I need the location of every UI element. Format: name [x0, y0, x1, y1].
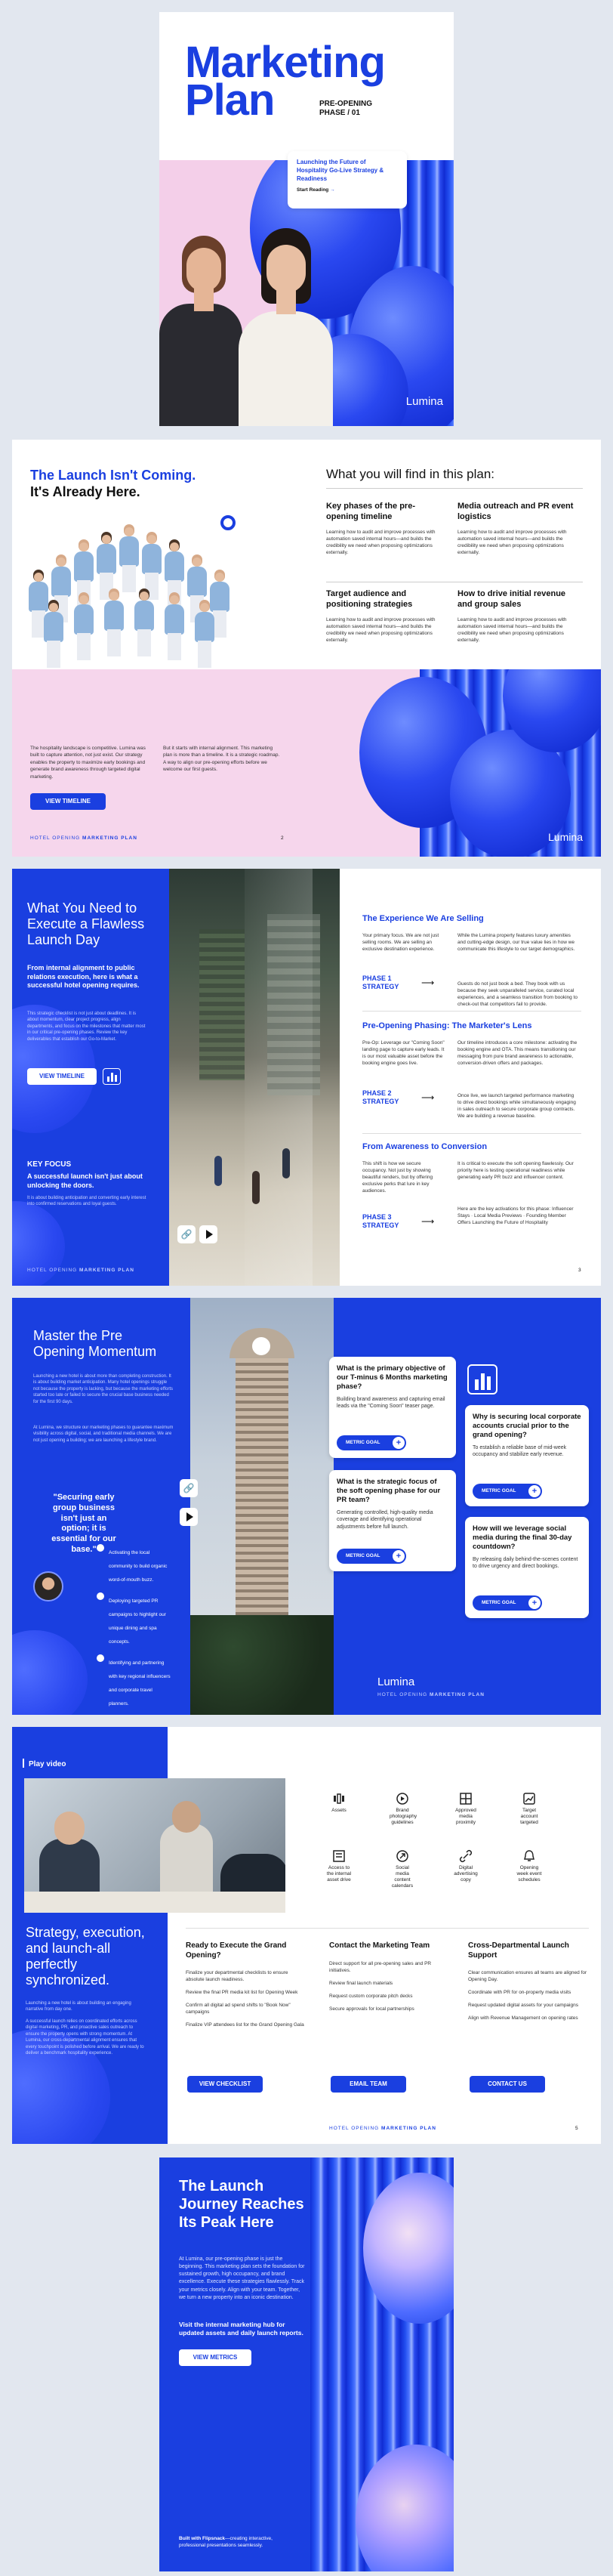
bullet-list: Activating the local community to build organic word-of-mouth buzz. Deploying targeted PR campaigns to highlight our unique dining and spa concepts. Identifying and partnering with key regional influencers and corporate travel planners. — [97, 1544, 172, 1709]
cover-card[interactable]: Launching the Future of Hospitality Go-Live Strategy & Readiness Start Reading → — [288, 151, 407, 208]
team-member — [163, 592, 186, 660]
contact-us-button[interactable]: CONTACT US — [470, 2076, 545, 2093]
digital-strategy-icon: Digital advertising copy — [453, 1849, 479, 1883]
page-number: 5 — [575, 2126, 578, 2131]
plus-icon: + — [528, 1485, 541, 1497]
plus-icon: + — [393, 1550, 405, 1562]
check-icon — [97, 1544, 104, 1552]
closing-page: The Launch Journey Reaches Its Peak Here At Lumina, our pre-opening phase is just the beginning. This marketing plan sets the foundation for sustained growth, high occupancy, and brand excellence. Execute these strategies flawlessly. Track your metrics closely. Align with your team. Together, we turn a new property into an iconic destination. Visit the internal marketing hub for updated assets and daily launch reports. VIEW METRICS Built with Flipsnack—creating interactive, professional presentations seamlessly. — [159, 2157, 454, 2571]
view-timeline-button[interactable]: VIEW TIMELINE — [30, 793, 106, 810]
woman-photo-left — [159, 228, 242, 426]
atrium-photo — [169, 869, 340, 1286]
assets-icon: Assets — [326, 1792, 352, 1814]
execution-left-panel: Strategy, execution, and launch-all perfectly synchronized. Launching a new hotel is about building an engaging narrative from day one. A successful launch relies on coordinated efforts across digital marketing, PR, and proactive sales outreach to ensure the property opens with strong momentum. At Lumina, our cross-departmental alignment ensures that every touchpoint is polished before arrival. We are ready to deliver a benchmark hospitality experience. — [12, 1727, 168, 2144]
metric-goal-button[interactable]: METRIC GOAL + — [473, 1484, 542, 1499]
avatar — [33, 1571, 63, 1602]
cover-logo: Lumina — [405, 395, 443, 408]
chart-icon[interactable] — [103, 1068, 121, 1085]
arrow-right-icon: ⟶ — [421, 978, 435, 988]
brand-photography-icon: Brand photography guidelines — [390, 1792, 415, 1826]
social-calendar-icon: Social media content calendars — [390, 1849, 415, 1890]
play-video-button[interactable]: Play video — [23, 1759, 66, 1768]
plus-icon: + — [528, 1597, 541, 1609]
chart-icon — [467, 1364, 497, 1395]
column-execute: Ready to Execute the Grand Opening? Finalize your departmental checklists to ensure absolute launch readiness. Review the final PR media kit list for Opening Week Confirm all digital ad spend shifts to "Book Now" campaigns Finalize VIP attendees list for the Grand Opening Gala — [186, 1941, 304, 2028]
team-member — [72, 592, 95, 660]
arrow-right-icon: ⟶ — [421, 1092, 435, 1103]
section-experience: The Experience We Are Selling Your primary focus. We are not just selling rooms. We are selling an exclusive destination experience. While the Lumina property features luxury amenities and cutting-edge design, our true value lies in how we communicate this lifestyle to our target demographics. PHASE 1 STRATEGY ⟶ Guests do not just book a bed. They book with us because they seek unparalleled service, curated local experiences, and a seamless transition from booking to check-out that competitors fail to provide. — [362, 914, 578, 1008]
section-phasing: Pre-Opening Phasing: The Marketer's Lens Pre-Op: Leverage our "Coming Soon" landing page to capture early leads. It is our most valuable asset before the booking engine goes live. Our timeline introduces a core milestone: activating the booking engine and OTA. This means transitioning our messaging from pure brand awareness to actionable, conversion-driven offers and packages. PHASE 2 STRATEGY ⟶ Once live, we launch targeted performance marketing to drive direct bookings while simultaneously engaging in sales outreach to secure corporate group contracts. We are building a revenue baseline. — [362, 1021, 578, 1120]
team-photo — [27, 517, 231, 668]
team-member — [118, 524, 140, 592]
play-icon[interactable] — [180, 1508, 198, 1526]
contents-item-3: Target audience and positioning strategies Learning how to audit and improve processes with automation saved internal hours—and builds the credibility we need when proposing optimizations externally. — [326, 589, 436, 643]
team-member — [133, 588, 156, 656]
target-account-icon: Target account targeted — [516, 1792, 542, 1826]
page-footer: HOTEL OPENING MARKETING PLAN — [329, 2126, 436, 2131]
question-card-4: How will we leverage social media during the final 30-day countdown? By releasing daily behind-the-scenes content to drive urgency and direct bookings. METRIC GOAL + — [465, 1517, 589, 1618]
start-reading-link[interactable]: Start Reading → — [297, 187, 335, 193]
contents-item-2: Media outreach and PR event logistics Learning how to audit and improve processes with automation saved internal hours—and builds the credibility we need when proposing optimizations externally. — [457, 502, 574, 555]
link-icon[interactable]: 🔗 — [177, 1225, 196, 1243]
question-card-1: What is the primary objective of our T-minus 6 Months marketing phase? Building brand awareness and capturing email leads via the "Coming Soon" teaser page. METRIC GOAL + — [329, 1357, 456, 1458]
metric-goal-button[interactable]: METRIC GOAL + — [473, 1595, 542, 1611]
check-icon — [97, 1654, 104, 1662]
section-conversion: From Awareness to Conversion This shift is how we secure occupancy. Not just by showing beautiful renders, but by offering exclusive perks that lure in key audiences. It is critical to execute the soft opening flawlessly. Our priority here is testing operational readiness while generating early PR buzz and influencer content. PHASE 3 STRATEGY ⟶ Here are the key activations for this phase: Influencer Stays · Local Media Previews · Founding Member Offers Launching the Future of Hospitality — [362, 1142, 574, 1229]
execution-page — [12, 1727, 601, 2144]
tower-photo — [190, 1298, 334, 1715]
approved-media-icon: Approved media proximity — [453, 1792, 479, 1826]
launch-page — [12, 869, 601, 1286]
page-footer: HOTEL OPENING MARKETING PLAN — [30, 836, 137, 841]
question-card-2: What is the strategic focus of the soft opening phase for our PR team? Generating controlled, high-quality media coverage and identifying operational adjustments before full launch. METRIC GOAL + — [329, 1470, 456, 1571]
question-card-3: Why is securing local corporate accounts crucial prior to the grand opening? To establish a reliable base of mid-week occupancy and stabilize early revenue. METRIC GOAL + — [465, 1405, 589, 1506]
metric-goal-button[interactable]: METRIC GOAL + — [337, 1549, 406, 1564]
intro-logo: Lumina — [548, 831, 583, 843]
check-icon — [97, 1592, 104, 1600]
view-timeline-button[interactable]: VIEW TIMELINE — [27, 1068, 97, 1085]
plus-icon: + — [393, 1437, 405, 1449]
credit-text: Built with Flipsnack—creating interactive, professional presentations seamlessly. — [179, 2536, 273, 2549]
column-contact: Contact the Marketing Team Direct support for all pre-opening sales and PR initiatives. Review final launch materials Request custom corporate pitch decks Secure approvals for local partnerships — [329, 1941, 432, 2012]
page-number: 3 — [578, 1268, 581, 1273]
team-member — [103, 588, 125, 656]
internal-assets-icon: Access to the internal asset drive — [326, 1849, 352, 1883]
page-footer: HOTEL OPENING MARKETING PLAN — [377, 1692, 485, 1697]
meeting-photo[interactable] — [24, 1778, 285, 1913]
divider — [23, 1759, 24, 1768]
cover-title: Marketing Plan — [185, 38, 385, 125]
intro-band: The hospitality landscape is competitive. Lumina was built to capture attention, not just exist. Our strategy enables the property to maximize early bookings and generate brand awareness through targeted digital marketing. But it starts with internal alignment. This marketing plan is more than a timeline. It is a strategic roadmap. A way to align our pre-opening efforts before we welcome our first guests. VIEW TIMELINE HOTEL OPENING MARKETING PLAN 2 Lumina — [12, 669, 601, 857]
link-icon[interactable]: 🔗 — [180, 1479, 198, 1497]
contents-title: What you will find in this plan: — [326, 467, 494, 481]
team-member — [42, 600, 65, 668]
contents-item-1: Key phases of the pre-opening timeline Learning how to audit and improve processes with automation saved internal hours—and builds the credibility we need when proposing optimizations externally. — [326, 502, 436, 555]
column-support: Cross-Departmental Launch Support Clear communication ensures all teams are aligned for Opening Day. Coordinate with PR for on-property media visits Request updated digital assets for your campaigns Align with Revenue Management on opening rates — [468, 1941, 587, 2022]
launch-left-panel: What You Need to Execute a Flawless Launch Day From internal alignment to public relations execution, here is what a successful hotel opening requires. This strategic checklist is not just about deadlines. It is about momentum, clear project progress, align departments, and focus on the milestones that matter most in our critical pre-opening phases. Review the key deliverables that establish our Go-to-Market. VIEW TIMELINE KEY FOCUS A successful launch isn't just about unlocking the doors. It is about building anticipation and converting early interest into confirmed reservations and loyal guests. HOTEL OPENING MARKETING PLAN — [12, 869, 169, 1286]
cover-page — [159, 12, 454, 426]
intro-headline: The Launch Isn't Coming. It's Already Here. — [30, 468, 196, 499]
view-metrics-button[interactable]: VIEW METRICS — [179, 2349, 251, 2366]
view-checklist-button[interactable]: VIEW CHECKLIST — [187, 2076, 263, 2093]
arrow-right-icon: → — [330, 187, 335, 193]
team-member — [193, 600, 216, 668]
contents-item-4: How to drive initial revenue and group sales Learning how to audit and improve processes with automation saved internal hours—and builds the credibility we need when proposing optimizations externally. — [457, 589, 567, 643]
cover-subtitle: PRE-OPENING PHASE / 01 — [319, 100, 373, 117]
play-icon[interactable] — [199, 1225, 217, 1243]
page-number: 2 — [281, 836, 284, 841]
opening-schedule-icon: Opening week event schedules — [516, 1849, 542, 1883]
intro-page — [12, 440, 601, 857]
page-footer: HOTEL OPENING MARKETING PLAN — [27, 1268, 134, 1273]
metric-goal-button[interactable]: METRIC GOAL + — [337, 1435, 406, 1450]
momentum-page: Master the Pre Opening Momentum Launching a new hotel is about more than completing construction. It is about building market anticipation. Many hotel openings struggle not because the property is lacking, but because the marketing efforts started too late or failed to secure the crucial base business needed for the first 90 days. At Lumina, we structure our marketing phases to guarantee maximum visibility across digital, social, and traditional media channels. We are not just opening a building; we are launching a lifestyle brand. "Securing early group business isn't just an option; it is essential for our base." Activating the local community to build organic word-of-mouth buzz. Deploying targeted PR campaigns to highlight our unique dining and spa concepts. Identifying and partnering with key regional influencers and corporate travel planners. 🔗 What is the primary objective of our T-minus 6 Months marketing phase? Building brand awareness and capturing email leads via the "Coming Soon" teaser page. METRIC GOAL + What is the strategic focus of the soft opening phase for our PR team? Generating controlled, high-quality media coverage and identifying operational adjustments before full launch. METRIC GOAL + Why is securing local corporate accounts crucial prior to the grand opening? To establish a reliable base of mid-week occupancy and stabilize early revenue. METRIC GOAL + How will we leverage social media during the final 30-day countdown? By releasing daily behind-the-scenes content to drive urgency and direct bookings. METRIC GOAL + Lumina HOTEL OPENING MARKETING PLAN — [12, 1298, 601, 1715]
email-team-button[interactable]: EMAIL TEAM — [331, 2076, 406, 2093]
momentum-logo: Lumina — [377, 1676, 415, 1688]
woman-photo-right — [235, 228, 333, 426]
arrow-right-icon: ⟶ — [421, 1216, 435, 1227]
